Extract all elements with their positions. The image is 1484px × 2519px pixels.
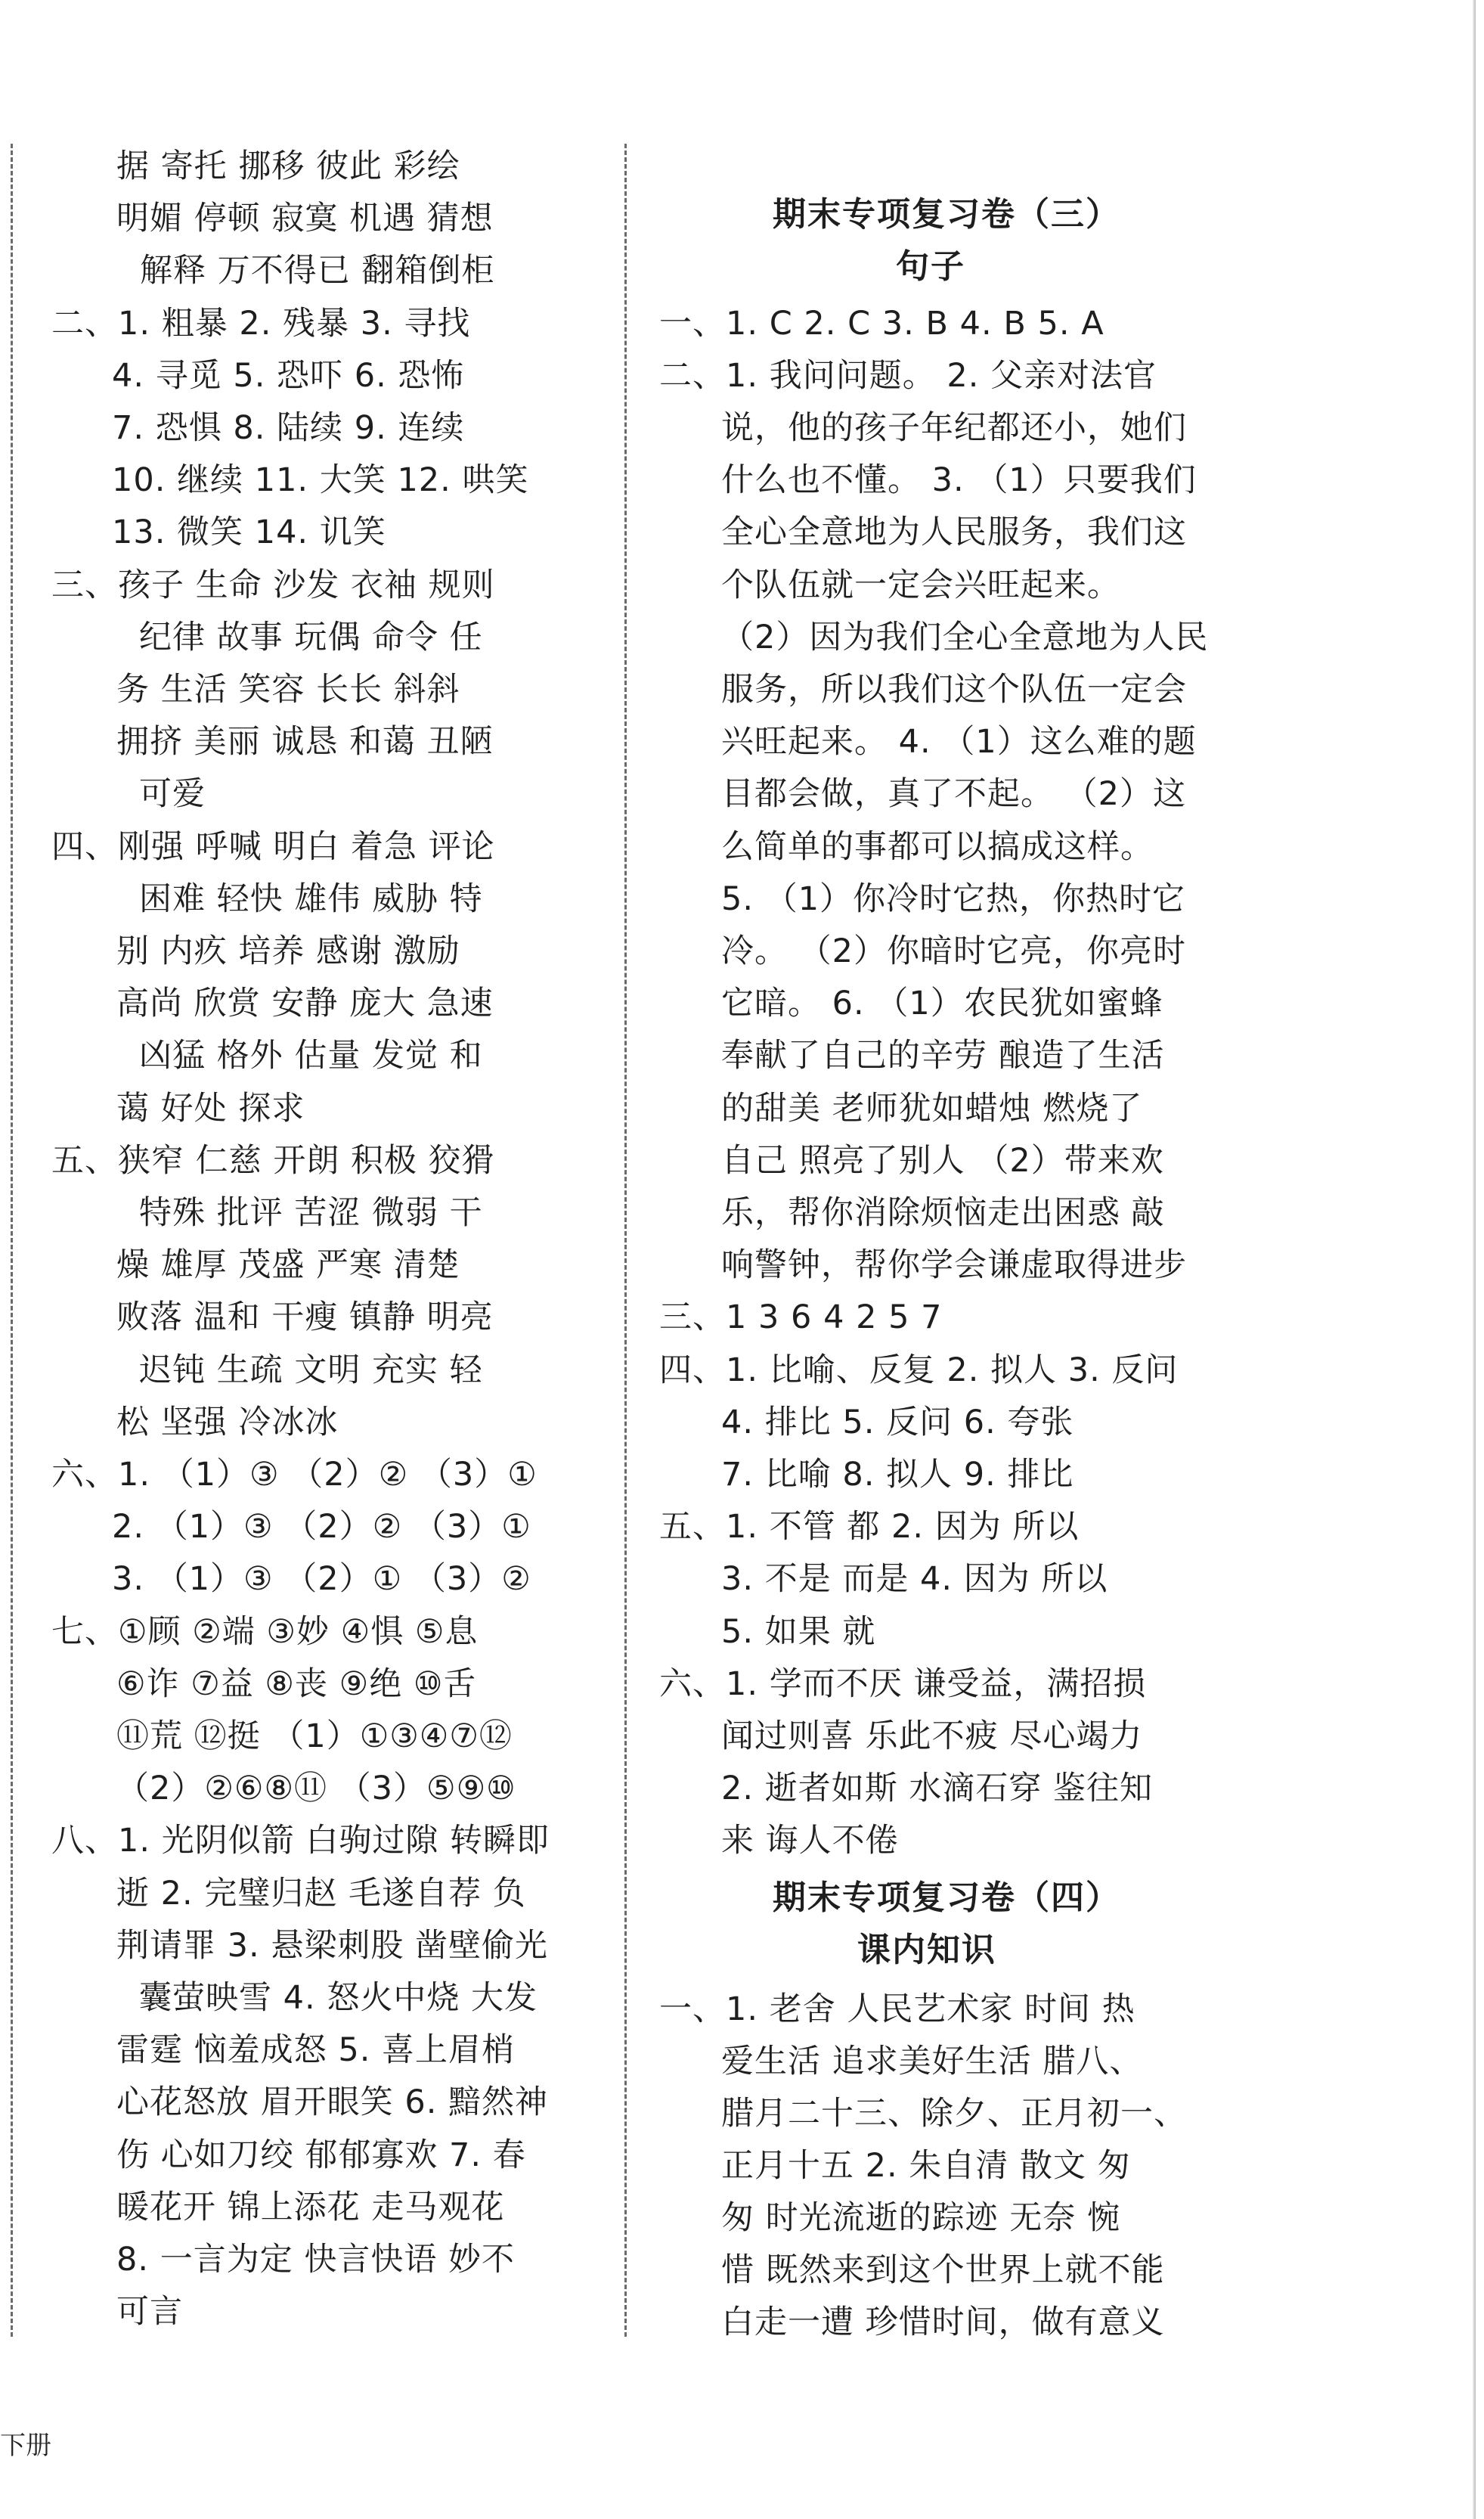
text-line: 纪律 故事 玩偶 命令 任 — [139, 619, 483, 656]
text-line: （2）因为我们全心全意地为人民 — [721, 619, 1209, 656]
section-subtitle: 课内知识 — [857, 1931, 996, 1969]
text-line: 一、1. C 2. C 3. B 4. B 5. A — [659, 305, 1104, 343]
text-line: 5. （1）你冷时它热，你热时它 — [721, 880, 1186, 918]
text-line: 七、①顾 ②端 ③妙 ④惧 ⑤息 — [51, 1613, 479, 1651]
text-line: 雷霆 恼羞成怒 5. 喜上眉梢 — [116, 2031, 516, 2069]
text-line: 它暗。 6. （1）农民犹如蜜蜂 — [721, 985, 1163, 1022]
text-line: ⑪荒 ⑫挺 （1）①③④⑦⑫ — [116, 1717, 513, 1755]
text-line: 拥挤 美丽 诚恳 和蔼 丑陋 — [116, 723, 494, 761]
text-line: 冷。 （2）你暗时它亮，你亮时 — [721, 932, 1187, 970]
text-line: 个队伍就一定会兴旺起来。 — [721, 566, 1120, 604]
text-line: 说，他的孩子年纪都还小，她们 — [721, 409, 1187, 447]
section-title: 期末专项复习卷（四） — [773, 1878, 1120, 1917]
text-line: 乐，帮你消除烦恼走出困惑 敲 — [721, 1194, 1165, 1232]
text-line: 燥 雄厚 茂盛 严寒 清楚 — [116, 1246, 460, 1284]
text-line: 13. 微笑 14. 讥笑 — [112, 513, 386, 551]
text-line: 2. 逝者如斯 水滴石穿 鉴往知 — [721, 1770, 1154, 1807]
text-line: 7. 比喻 8. 拟人 9. 排比 — [721, 1456, 1074, 1494]
text-line: 自己 照亮了别人 （2）带来欢 — [721, 1142, 1164, 1180]
text-line: 五、狭窄 仁慈 开朗 积极 狡猾 — [51, 1142, 495, 1180]
text-line: 三、1 3 6 4 2 5 7 — [659, 1298, 943, 1336]
text-line: 4. 寻觅 5. 恐吓 6. 恐怖 — [112, 357, 465, 395]
text-line: 务 生活 笑容 长长 斜斜 — [116, 671, 460, 709]
text-line: 5. 如果 就 — [721, 1613, 876, 1651]
left-dashed-margin — [11, 144, 13, 2337]
text-line: 凶猛 格外 估量 发觉 和 — [139, 1037, 483, 1075]
text-line: 明媚 停顿 寂寞 机遇 猜想 — [116, 200, 494, 237]
text-line: 全心全意地为人民服务，我们这 — [721, 513, 1187, 551]
text-line: 五、1. 不管 都 2. 因为 所以 — [659, 1508, 1080, 1546]
text-line: 暖花开 锦上添花 走马观花 — [116, 2189, 505, 2226]
text-line: ⑥诈 ⑦益 ⑧丧 ⑨绝 ⑩舌 — [116, 1665, 477, 1703]
text-line: 别 内疚 培养 感谢 激励 — [116, 932, 460, 970]
text-line: 7. 恐惧 8. 陆续 9. 连续 — [112, 409, 465, 447]
text-line: 四、1. 比喻、反复 2. 拟人 3. 反问 — [659, 1351, 1179, 1389]
text-line: 目都会做，真了不起。 （2）这 — [721, 775, 1187, 813]
text-line: 二、1. 粗暴 2. 残暴 3. 寻找 — [51, 305, 471, 343]
text-line: 蔼 好处 探求 — [116, 1090, 305, 1128]
text-line: 来 诲人不倦 — [721, 1822, 899, 1860]
text-line: 爱生活 追求美好生活 腊八、 — [721, 2043, 1143, 2080]
text-line: 四、刚强 呼喊 明白 着急 评论 — [51, 828, 495, 866]
text-line: 白走一遭 珍惜时间，做有意义 — [721, 2303, 1165, 2341]
section-title: 期末专项复习卷（三） — [773, 195, 1120, 234]
column-divider — [624, 144, 627, 2337]
text-line: 4. 排比 5. 反问 6. 夸张 — [721, 1404, 1074, 1441]
text-line: 10. 继续 11. 大笑 12. 哄笑 — [112, 461, 529, 499]
text-line: 六、1. 学而不厌 谦受益，满招损 — [659, 1665, 1147, 1703]
text-line: 解释 万不得已 翻箱倒柜 — [140, 252, 495, 290]
text-line: 心花怒放 眉开眼笑 6. 黯然神 — [116, 2083, 549, 2121]
text-line: 松 坚强 冷冰冰 — [116, 1404, 339, 1441]
text-line: 响警钟，帮你学会谦虚取得进步 — [721, 1246, 1187, 1284]
text-line: 荆请罪 3. 悬梁刺股 凿壁偷光 — [116, 1927, 549, 1965]
text-line: 么简单的事都可以搞成这样。 — [721, 828, 1154, 866]
page-footer: 下册 — [0, 2431, 51, 2461]
text-line: 3. 不是 而是 4. 因为 所以 — [721, 1560, 1108, 1598]
text-line: 六、1. （1）③ （2）② （3）① — [51, 1456, 538, 1494]
text-line: （2）②⑥⑧⑪ （3）⑤⑨⑩ — [116, 1770, 516, 1807]
text-line: 8. 一言为定 快言快语 妙不 — [116, 2241, 516, 2279]
text-line: 迟钝 生疏 文明 充实 轻 — [139, 1351, 483, 1389]
text-line: 兴旺起来。 4. （1）这么难的题 — [721, 723, 1197, 761]
text-line: 八、1. 光阴似箭 白驹过隙 转瞬即 — [51, 1822, 550, 1860]
text-line: 伤 心如刀绞 郁郁寡欢 7. 春 — [116, 2136, 526, 2174]
text-line: 的甜美 老师犹如蜡烛 燃烧了 — [721, 1090, 1143, 1128]
text-line: 二、1. 我问问题。 2. 父亲对法官 — [659, 357, 1157, 395]
text-line: 正月十五 2. 朱自清 散文 匆 — [721, 2147, 1131, 2185]
text-line: 奉献了自己的辛劳 酿造了生活 — [721, 1037, 1165, 1075]
text-line: 逝 2. 完璧归赵 毛遂自荐 负 — [116, 1875, 526, 1913]
text-line: 2. （1）③ （2）② （3）① — [112, 1508, 531, 1546]
text-line: 特殊 批评 苦涩 微弱 干 — [139, 1194, 483, 1232]
text-line: 据 寄托 挪移 彼此 彩绘 — [116, 147, 460, 185]
text-line: 高尚 欣赏 安静 庞大 急速 — [116, 985, 494, 1022]
text-line: 三、孩子 生命 沙发 衣袖 规则 — [51, 566, 495, 604]
text-line: 可爱 — [139, 775, 206, 813]
text-line: 3. （1）③ （2）① （3）② — [112, 1560, 531, 1598]
text-line: 匆 时光流逝的踪迹 无奈 惋 — [721, 2199, 1121, 2237]
text-line: 一、1. 老舍 人民艺术家 时间 热 — [659, 1990, 1135, 2028]
text-line: 闻过则喜 乐此不疲 尽心竭力 — [721, 1717, 1143, 1755]
text-line: 困难 轻快 雄伟 威胁 特 — [139, 880, 483, 918]
page-edge-shadow — [1473, 0, 1476, 2519]
text-line: 可言 — [116, 2293, 183, 2331]
text-line: 败落 温和 干瘦 镇静 明亮 — [116, 1298, 494, 1336]
text-line: 囊萤映雪 4. 怒火中烧 大发 — [139, 1979, 538, 2017]
text-line: 什么也不懂。 3. （1）只要我们 — [721, 461, 1197, 499]
text-line: 服务，所以我们这个队伍一定会 — [721, 671, 1187, 709]
text-line: 腊月二十三、除夕、正月初一、 — [721, 2095, 1187, 2133]
text-line: 惜 既然来到这个世界上就不能 — [721, 2251, 1165, 2289]
section-subtitle: 句子 — [896, 247, 965, 286]
